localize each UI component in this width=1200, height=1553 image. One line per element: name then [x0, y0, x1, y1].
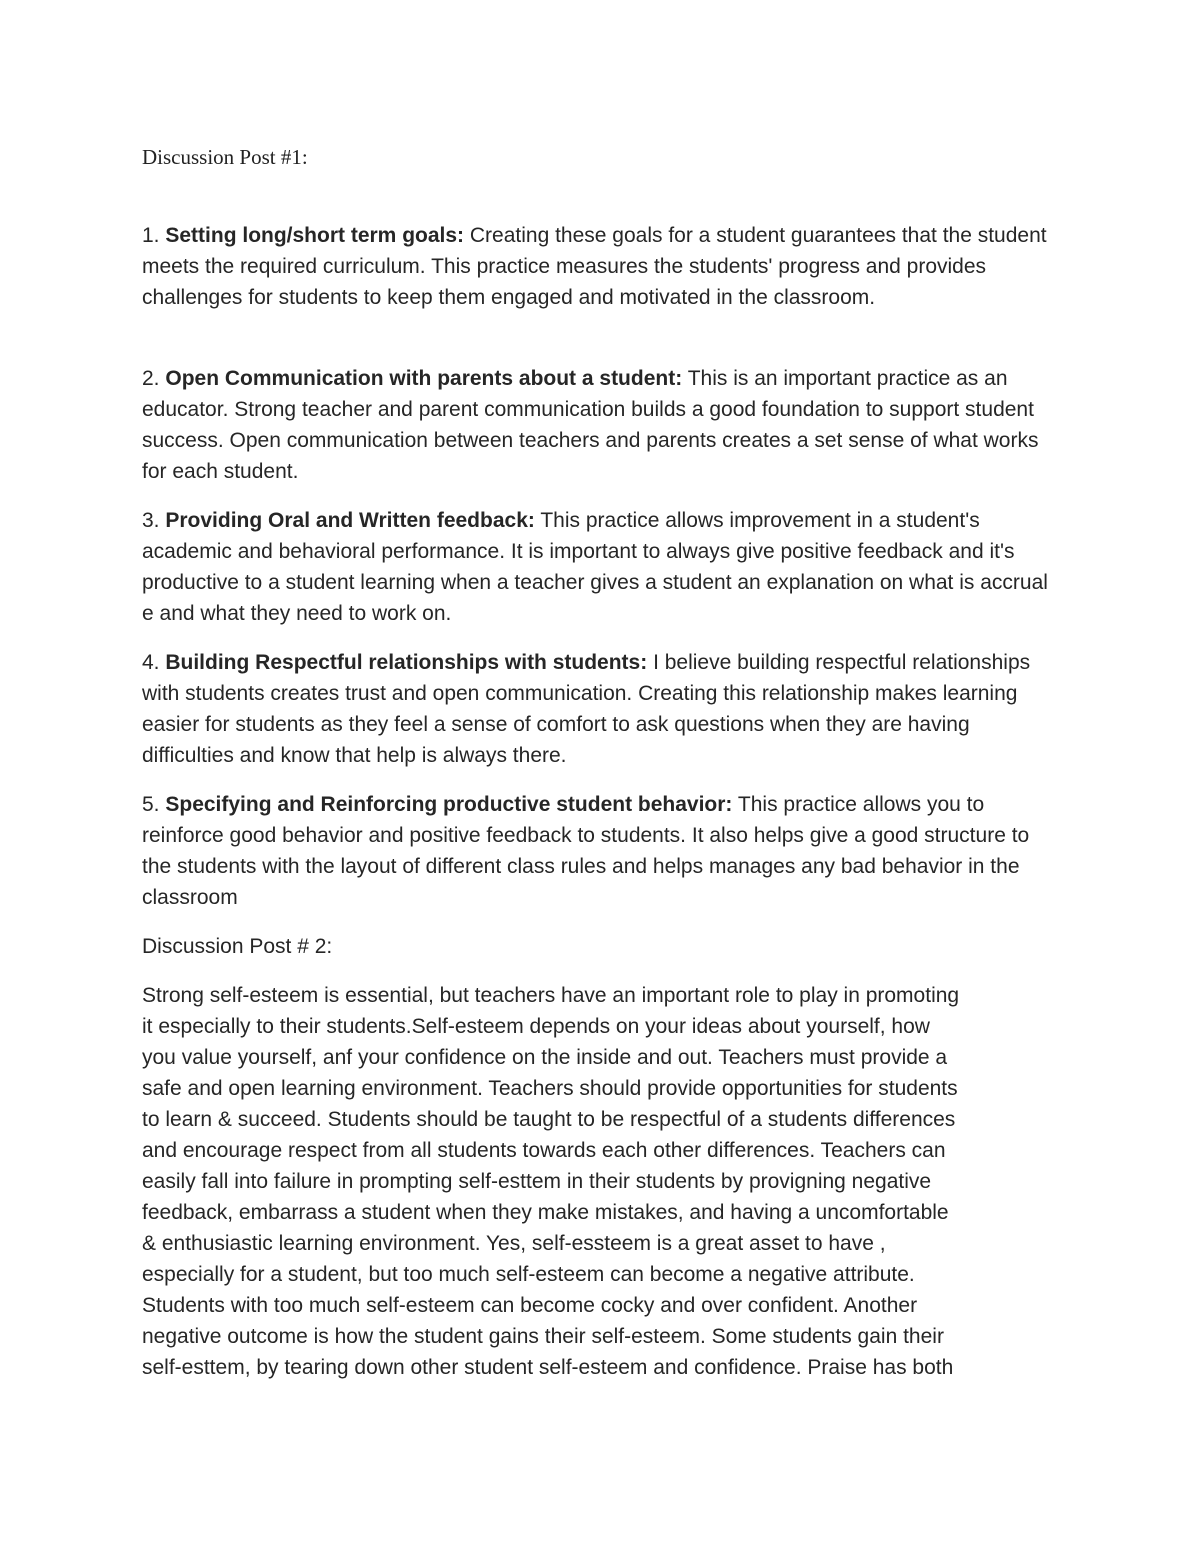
post2-line: negative outcome is how the student gains their self-esteem. Some students gain their	[142, 1325, 944, 1348]
post2-line: it especially to their students.Self-esteem depends on your ideas about yourself, how	[142, 1015, 930, 1038]
post1-item-3	[142, 505, 1062, 629]
item-number: 5.	[142, 793, 160, 816]
document-page	[142, 0, 1062, 1553]
item-text: I believe building respectful relationships with students creates trust and open communication. Creating this relationship makes learning easier for students as they feel a sense of comfort to ask questions when they are having difficulties and know that help is always there.	[142, 651, 1031, 767]
item-label: Building Respectful relationships with students:	[165, 651, 648, 674]
item-label: Specifying and Reinforcing productive student behavior:	[165, 793, 733, 816]
item-number: 4.	[142, 651, 160, 674]
post2-line: especially for a student, but too much self-esteem can become a negative attribute.	[142, 1263, 915, 1286]
post2-heading: Discussion Post # 2:	[142, 935, 333, 958]
post2-line: Students with too much self-esteem can become cocky and over confident. Another	[142, 1294, 918, 1317]
post2-line: and encourage respect from all students towards each other differences. Teachers can	[142, 1139, 946, 1162]
post2-body	[142, 980, 1062, 1383]
post2-line: easily fall into failure in prompting self-esttem in their students by provigning negative	[142, 1170, 932, 1193]
post1-heading: Discussion Post #1:	[142, 145, 308, 169]
item-label: Providing Oral and Written feedback:	[165, 509, 535, 532]
item-number: 1.	[142, 224, 160, 247]
post2-line: Strong self-esteem is essential, but teachers have an important role to play in promoting	[142, 984, 960, 1007]
item-label: Open Communication with parents about a student:	[165, 367, 683, 390]
item-text: Creating these goals for a student guarantees that the student meets the required curriculum. This practice measures the students' progress and provides challenges for students to keep them engaged and motivated in the classroom.	[142, 224, 1047, 309]
item-number: 3.	[142, 509, 160, 532]
post2-line: feedback, embarrass a student when they make mistakes, and having a uncomfortable	[142, 1201, 949, 1224]
post2-line: & enthusiastic learning environment. Yes, self-essteem is a great asset to have ,	[142, 1232, 886, 1255]
post2-line: self-esttem, by tearing down other student self-esteem and confidence. Praise has both	[142, 1356, 954, 1379]
item-label: Setting long/short term goals:	[165, 224, 465, 247]
item-text: This practice allows improvement in a student's academic and behavioral performance. It is important to always give positive feedback and it's productive to a student learning when a teacher gives a student an explanation on what is accrual e and what they need to work on.	[142, 509, 1048, 625]
item-text: This is an important practice as an educator. Strong teacher and parent communication builds a good foundation to support student success. Open communication between teachers and parents creates a set sense of what works for each student.	[142, 367, 1039, 483]
post2-line: safe and open learning environment. Teachers should provide opportunities for students	[142, 1077, 958, 1100]
post2-line: to learn & succeed. Students should be taught to be respectful of a students differences	[142, 1108, 956, 1131]
post1-item-5	[142, 789, 1062, 913]
post2-line: you value yourself, anf your confidence on the inside and out. Teachers must provide a	[142, 1046, 948, 1069]
item-text: This practice allows you to reinforce good behavior and positive feedback to students. It also helps give a good structure to the students with the layout of different class rules and helps manages any bad behavior in the classroom	[142, 793, 1030, 909]
post1-item-1	[142, 220, 1062, 313]
post1-item-4	[142, 647, 1062, 771]
item-number: 2.	[142, 367, 160, 390]
post1-item-2	[142, 363, 1062, 487]
